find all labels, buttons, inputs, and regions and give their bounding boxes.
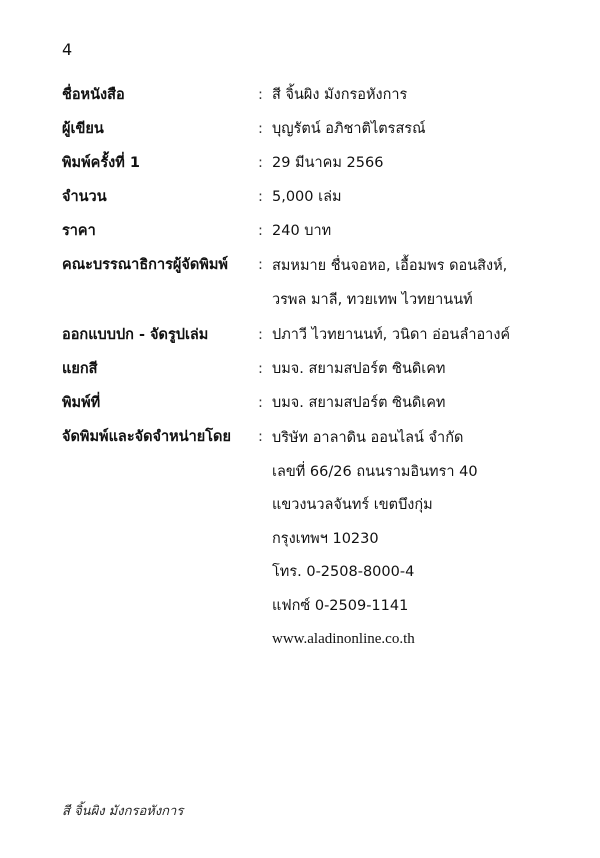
label-editors: คณะบรรณาธิการผู้จัดพิมพ์ bbox=[62, 257, 228, 273]
row-author bbox=[62, 114, 582, 145]
page-number: 4 bbox=[62, 40, 73, 59]
colon: : bbox=[258, 361, 263, 377]
value-publisher-line: บริษัท อาลาดิน ออนไลน์ จำกัด bbox=[272, 430, 464, 446]
row-editors bbox=[62, 250, 582, 317]
value-color-separation: บมจ. สยามสปอร์ต ซินดิเคท bbox=[272, 361, 446, 377]
label-printer: พิมพ์ที่ bbox=[62, 395, 101, 411]
colon: : bbox=[258, 121, 263, 137]
label-cover-design: ออกแบบปก - จัดรูปเล่ม bbox=[62, 327, 209, 343]
value-author: บุญรัตน์ อภิชาติไตรสรณ์ bbox=[272, 121, 426, 137]
value-publisher-line: เลขที่ 66/26 ถนนรามอินทรา 40 bbox=[272, 463, 478, 480]
colon: : bbox=[258, 257, 263, 273]
imprint-info bbox=[62, 80, 582, 660]
publisher-website: www.aladinonline.co.th bbox=[272, 631, 415, 647]
value-publisher-line: กรุงเทพฯ 10230 bbox=[272, 530, 379, 547]
value-book-title: สี จิ้นผิง มังกรอหังการ bbox=[272, 87, 408, 103]
value-editors-line: วรพล มาลี, ทวยเทพ ไวทยานนท์ bbox=[272, 291, 473, 308]
label-book-title: ชื่อหนังสือ bbox=[62, 87, 125, 103]
value-publisher-line: โทร. 0-2508-8000-4 bbox=[272, 564, 415, 580]
label-price: ราคา bbox=[62, 223, 96, 239]
colon: : bbox=[258, 395, 263, 411]
row-edition bbox=[62, 148, 582, 179]
row-quantity bbox=[62, 182, 582, 213]
colon: : bbox=[258, 155, 263, 171]
value-printer: บมจ. สยามสปอร์ต ซินดิเคท bbox=[272, 395, 446, 411]
value-quantity: 5,000 เล่ม bbox=[272, 189, 342, 205]
label-publisher: จัดพิมพ์และจัดจำหน่ายโดย bbox=[62, 429, 231, 445]
row-cover-design bbox=[62, 320, 582, 351]
value-publisher-line: แฟกซ์ 0-2509-1141 bbox=[272, 597, 409, 614]
row-book-title bbox=[62, 80, 582, 111]
value-editors-line: สมหมาย ชื่นจอหอ, เอื้อมพร ดอนสิงห์, bbox=[272, 258, 508, 274]
row-color-separation bbox=[62, 354, 582, 385]
label-edition: พิมพ์ครั้งที่ 1 bbox=[62, 155, 140, 171]
label-author: ผู้เขียน bbox=[62, 121, 104, 137]
label-color-separation: แยกสี bbox=[62, 361, 98, 377]
value-cover-design: ปภาวี ไวทยานนท์, วนิดา อ่อนลำอางค์ bbox=[272, 327, 511, 343]
value-price: 240 บาท bbox=[272, 223, 332, 239]
row-price bbox=[62, 216, 582, 247]
colon: : bbox=[258, 87, 263, 103]
label-quantity: จำนวน bbox=[62, 189, 107, 205]
value-publisher-line: แขวงนวลจันทร์ เขตบึงกุ่ม bbox=[272, 497, 433, 513]
colon: : bbox=[258, 327, 263, 343]
colon: : bbox=[258, 429, 263, 445]
colon: : bbox=[258, 189, 263, 205]
row-printer bbox=[62, 388, 582, 419]
row-publisher bbox=[62, 422, 582, 657]
colon: : bbox=[258, 223, 263, 239]
value-edition: 29 มีนาคม 2566 bbox=[272, 155, 384, 171]
running-footer: สี จิ้นผิง มังกรอหังการ bbox=[62, 804, 184, 819]
